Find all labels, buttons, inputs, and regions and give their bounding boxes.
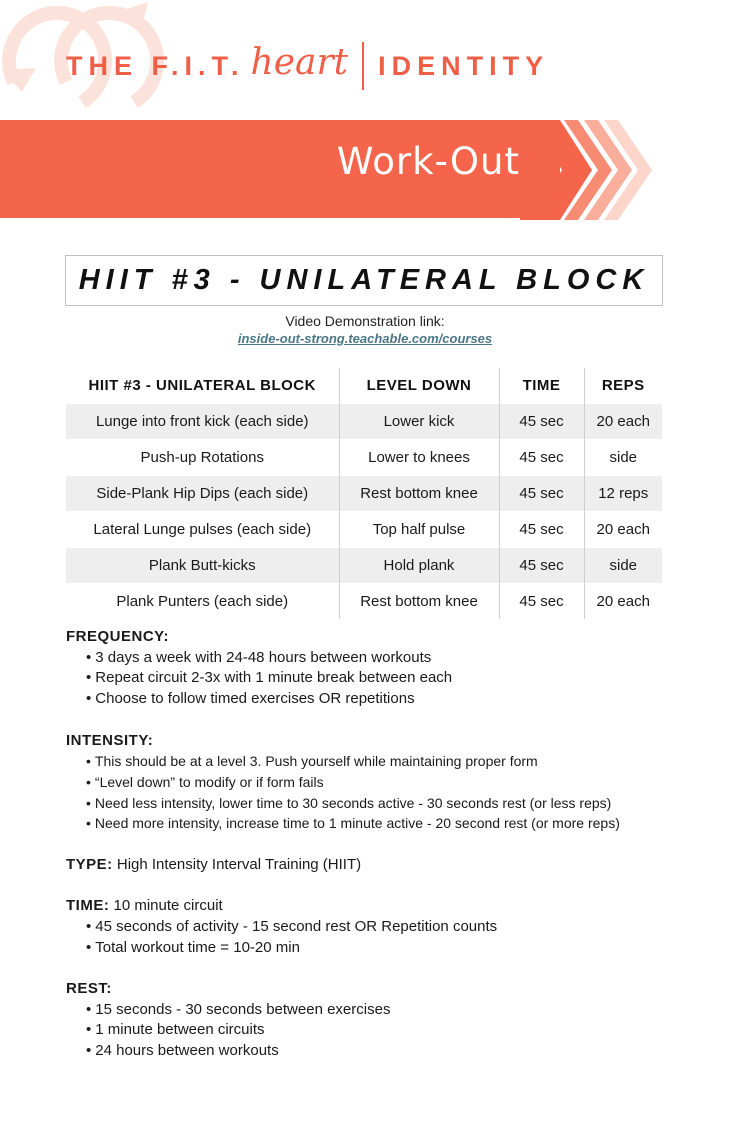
level-down-cell: Hold plank bbox=[339, 547, 499, 583]
time-cell: 45 sec bbox=[499, 583, 584, 619]
list-item: • Need less intensity, lower time to 30 seconds active - 30 seconds rest (or less reps) bbox=[86, 793, 686, 814]
brand-logo bbox=[66, 36, 549, 96]
list-item: • “Level down” to modify or if form fails bbox=[86, 772, 686, 793]
time-cell: 45 sec bbox=[499, 475, 584, 511]
header-time: TIME bbox=[499, 368, 584, 403]
exercise-cell: Push-up Rotations bbox=[66, 439, 339, 475]
header-exercise: HIIT #3 - UNILATERAL BLOCK bbox=[66, 368, 339, 403]
table-row bbox=[66, 403, 662, 439]
list-item: • Total workout time = 10-20 min bbox=[86, 938, 686, 959]
frequency-section bbox=[66, 627, 686, 710]
list-item: • 3 days a week with 24-48 hours between workouts bbox=[86, 648, 686, 669]
time-cell: 45 sec bbox=[499, 511, 584, 547]
intensity-list bbox=[66, 751, 686, 834]
brand-prefix: THE F.I.T. bbox=[66, 50, 245, 81]
frequency-list bbox=[66, 648, 686, 710]
list-item: • 1 minute between circuits bbox=[86, 1020, 686, 1041]
list-item: • This should be at a level 3. Push yourself while maintaining proper form bbox=[86, 751, 686, 772]
table-header-row bbox=[66, 368, 662, 403]
reps-cell: side bbox=[584, 439, 662, 475]
reps-cell: side bbox=[584, 547, 662, 583]
list-item: • Repeat circuit 2-3x with 1 minute break between each bbox=[86, 668, 686, 689]
exercise-cell: Lateral Lunge pulses (each side) bbox=[66, 511, 339, 547]
table-row bbox=[66, 511, 662, 547]
list-item: • Need more intensity, increase time to 1 minute active - 20 second rest (or more reps) bbox=[86, 813, 686, 834]
workout-notes bbox=[66, 627, 686, 1082]
exercise-cell: Plank Punters (each side) bbox=[66, 583, 339, 619]
list-item: • 15 seconds - 30 seconds between exercises bbox=[86, 1000, 686, 1021]
chevron-arrows-icon bbox=[520, 118, 670, 222]
workout-title-box bbox=[65, 255, 663, 306]
type-text: High Intensity Interval Training (HIIT) bbox=[116, 855, 362, 873]
level-down-cell: Lower to knees bbox=[339, 439, 499, 475]
time-section bbox=[66, 896, 686, 958]
rest-list bbox=[66, 1000, 686, 1062]
brand-suffix: IDENTITY bbox=[378, 50, 550, 81]
banner-title: Work-Out bbox=[336, 140, 520, 183]
table-row bbox=[66, 475, 662, 511]
list-item: • Choose to follow timed exercises OR repetitions bbox=[86, 689, 686, 710]
reps-cell: 20 each bbox=[584, 511, 662, 547]
header-level-down: LEVEL DOWN bbox=[339, 368, 499, 403]
frequency-heading: FREQUENCY: bbox=[66, 628, 170, 645]
rest-section bbox=[66, 979, 686, 1062]
table-row bbox=[66, 439, 662, 475]
time-cell: 45 sec bbox=[499, 403, 584, 439]
brand-divider bbox=[362, 42, 364, 90]
time-text: 10 minute circuit bbox=[113, 897, 223, 915]
reps-cell: 20 each bbox=[584, 583, 662, 619]
table-row bbox=[66, 583, 662, 619]
level-down-cell: Rest bottom knee bbox=[339, 475, 499, 511]
type-heading: TYPE: bbox=[66, 855, 113, 873]
reps-cell: 20 each bbox=[584, 403, 662, 439]
exercise-cell: Lunge into front kick (each side) bbox=[66, 403, 339, 439]
type-section bbox=[66, 855, 686, 876]
workout-title: HIIT #3 - UNILATERAL BLOCK bbox=[78, 264, 650, 296]
time-list bbox=[66, 917, 686, 958]
list-item: • 24 hours between workouts bbox=[86, 1041, 686, 1062]
header-reps: REPS bbox=[601, 376, 645, 394]
reps-cell: 12 reps bbox=[584, 475, 662, 511]
video-link[interactable]: inside-out-strong.teachable.com/courses bbox=[237, 331, 493, 346]
video-label: Video Demonstration link: bbox=[285, 313, 445, 329]
exercise-cell: Side-Plank Hip Dips (each side) bbox=[66, 475, 339, 511]
level-down-cell: Lower kick bbox=[339, 403, 499, 439]
rest-heading: REST: bbox=[66, 979, 112, 997]
table-row bbox=[66, 547, 662, 583]
time-cell: 45 sec bbox=[499, 547, 584, 583]
level-down-cell: Top half pulse bbox=[339, 511, 499, 547]
intensity-section bbox=[66, 731, 686, 835]
workout-table bbox=[66, 368, 662, 619]
exercise-cell: Plank Butt-kicks bbox=[66, 547, 339, 583]
time-cell: 45 sec bbox=[499, 439, 584, 475]
brand-script-word: heart bbox=[250, 41, 349, 83]
time-heading: TIME: bbox=[66, 897, 110, 915]
level-down-cell: Rest bottom knee bbox=[339, 583, 499, 619]
intensity-heading: INTENSITY: bbox=[66, 731, 154, 749]
list-item: • 45 seconds of activity - 15 second rest OR Repetition counts bbox=[86, 917, 686, 938]
